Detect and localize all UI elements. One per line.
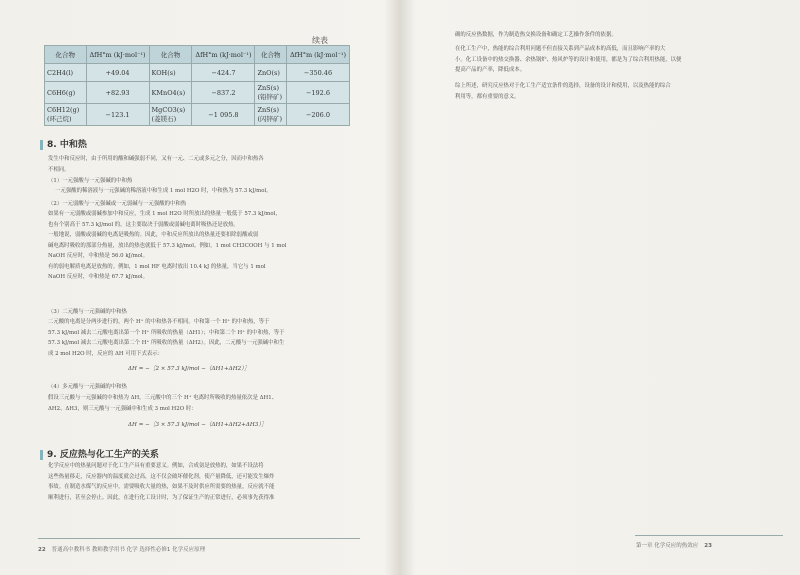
table-cell: ZnS(s)(铅锌矿) <box>255 82 287 104</box>
section-8-title <box>40 137 87 150</box>
table-cell: −192.6 <box>287 82 350 104</box>
text-line: 碱电离时吸收的那部分热量，放出的热也就低于 57.3 kJ/mol。例如，1 mol CH3COOH 与 1 mol <box>48 242 287 249</box>
table-cell: ZnO(s) <box>255 64 287 82</box>
book-title: 普通高中教科书 教师教学用书 化学 选择性必修1 化学反应原理 <box>51 547 206 553</box>
table-header: 化合物 <box>149 46 192 64</box>
section-8-title-text: 8. 中和热 <box>47 140 87 150</box>
section-marker <box>40 140 43 150</box>
text-line: 一元强酸的稀溶液与一元强碱的稀溶液中和生成 1 mol H2O 时，中和热为 57.3 kJ/mol。 <box>55 188 272 194</box>
text-line: 顺利进行，甚至会停止。因此，在进行化工设计时，为了保证生产的正常进行，必须事先获得准 <box>48 494 275 501</box>
table-header-row <box>45 46 350 64</box>
text-line: 确的反应热数据，作为制造热交换设备和确定工艺操作条件的依据。 <box>455 32 617 38</box>
table-header: 化合物 <box>45 46 87 64</box>
right-paragraph-1 <box>455 30 785 41</box>
continued-table-label: 续表 <box>312 36 328 45</box>
table-row <box>45 82 350 104</box>
text-line: 小。化工设备中的热交换器、余热锅炉、热风炉等的设计和使用，都是为了综合利用热能，以便 <box>455 56 682 63</box>
right-page <box>405 0 800 575</box>
table-cell: C6H12(g)(环己烷) <box>45 104 87 126</box>
sub1-text <box>55 186 360 197</box>
table-cell: −1 095.8 <box>192 104 255 126</box>
section-8-intro <box>48 154 360 175</box>
subheading-1: （1）一元强酸与一元强碱的中和热 <box>48 178 133 184</box>
table-cell: −424.7 <box>192 64 255 82</box>
sub2-text <box>48 209 360 283</box>
table-header: ΔfH°m (kJ·mol⁻¹) <box>287 46 350 64</box>
text-line: 如果有一元弱酸或弱碱参加中和反应，生成 1 mol H2O 时所放出的热量一般低于 57.3 kJ/mol， <box>48 211 281 217</box>
text-line: 发生中和反应时，由于所用的酸和碱强弱不同，又有一元、二元或多元之分，因而中和热各 <box>48 156 264 162</box>
sub4-text <box>48 393 360 414</box>
sub3-text <box>48 317 360 359</box>
table-header: ΔfH°m (kJ·mol⁻¹) <box>192 46 255 64</box>
table-cell: ZnS(s)(闪锌矿) <box>255 104 287 126</box>
table-row <box>45 104 350 126</box>
text-line: 成 2 mol H2O 时，反应的 ΔH 可用下式表示： <box>48 350 164 357</box>
text-line: 化学反应中的热量问题对于化工生产具有重要意义。例如，合成氨是放热的，如果不设法将 <box>48 463 264 469</box>
table-cell: −206.0 <box>287 104 350 126</box>
table-cell: +82.93 <box>86 82 149 104</box>
subheading-3: （3）二元酸与一元强碱的中和热 <box>48 309 127 315</box>
text-line: 57.3 kJ/mol 减去二元酸电离出第一个 H⁺ 所吸收的热量（ΔH1）；中和第二个 H⁺ 的中和热，等于 <box>48 329 285 336</box>
section-marker <box>40 450 43 460</box>
text-line: 57.3 kJ/mol 减去二元酸电离出第二个 H⁺ 所吸收的热量（ΔH2）。因此，二元酸与一元强碱中和生 <box>48 340 285 346</box>
text-line: 假设三元酸与一元强碱的中和热为 ΔH，三元酸中的三个 H⁺ 电离时所吸收的热量依次是 ΔH1、 <box>48 395 278 401</box>
enthalpy-table <box>44 45 350 126</box>
table-cell: +49.04 <box>86 64 149 82</box>
section-9-title <box>40 447 159 460</box>
table-cell: −350.46 <box>287 64 350 82</box>
text-line: 也有个别高于 57.3 kJ/mol 的。这主要取决于弱酸或弱碱电离时吸热还是放热。 <box>48 221 239 228</box>
left-footer <box>38 545 205 553</box>
text-line: 在化工生产中，热能的综合利用问题不但直接关系到产品成本的高低，而且影响产率的大 <box>455 46 666 52</box>
subheading-2: （2）一元弱酸与一元强碱或一元弱碱与一元强酸的中和热 <box>48 201 187 207</box>
table-row <box>45 64 350 82</box>
text-line: 一般地说，弱酸或弱碱的电离是吸热的。因此，中和反应所放出的热量还要扣除弱酸或弱 <box>48 232 259 238</box>
page-number: 22 <box>38 547 46 553</box>
subheading-4: （4）多元酸与一元强碱的中和热 <box>48 384 127 390</box>
text-line: 有的弱电解质电离是放热的。例如，1 mol HF 电离时放出 10.4 kJ 的热量，当它与 1 mol <box>48 263 266 270</box>
section-9-title-text: 9. 反应热与化工生产的关系 <box>47 450 159 460</box>
text-line: 综上所述，研究反应热对于化工生产适宜条件的选择，设备的设计和使用，以及热能的综合 <box>455 83 671 89</box>
text-line: 这些热量移走，反应器内的温度就会过高，这不仅会破坏催化剂，使产量降低，还可能发生爆炸 <box>48 473 275 480</box>
table-header: 化合物 <box>255 46 287 64</box>
table-cell: C6H6(g) <box>45 82 87 104</box>
text-line: NaOH 反应时，中和热是 67.7 kJ/mol。 <box>48 274 149 280</box>
table-cell: −837.2 <box>192 82 255 104</box>
table-cell: MgCO3(s)(菱镁石) <box>149 104 192 126</box>
right-footer <box>636 541 712 549</box>
text-line: 利用等，都有重要的意义。 <box>455 93 520 100</box>
page-number: 23 <box>704 543 712 549</box>
table-cell: C2H4(l) <box>45 64 87 82</box>
text-line: 二元酸的电离是分两步进行的，两个 H⁺ 的中和热各不相同。中和第一个 H⁺ 的中和热，等于 <box>48 319 270 325</box>
text-line: ΔH2、ΔH3，则三元酸与一元强碱中和生成 3 mol H2O 时： <box>48 405 197 412</box>
table-cell: −123.1 <box>86 104 149 126</box>
equation-2: ΔH = −［3 × 57.3 kJ/mol −（ΔH1+ΔH2+ΔH3）］ <box>128 422 267 428</box>
table-cell: KMnO4(s) <box>149 82 192 104</box>
text-line: 提高产品的产率，降低成本。 <box>455 67 526 73</box>
footer-rule <box>635 535 783 536</box>
right-paragraph-3 <box>455 81 785 102</box>
table-cell: KOH(s) <box>149 64 192 82</box>
section-9-text <box>48 461 360 503</box>
right-paragraph-2 <box>455 44 785 76</box>
footer-rule <box>38 538 360 539</box>
chapter-title: 第一章 化学反应的热效应 <box>636 543 699 549</box>
table-header: ΔfH°m (kJ·mol⁻¹) <box>86 46 149 64</box>
text-line: 事故。在制造水煤气的反应中，需要吸收大量的热，如果不及时供应所需要的热量，反应就不能 <box>48 484 275 490</box>
text-line: 不相同。 <box>48 166 70 173</box>
text-line: NaOH 反应时，中和热是 56.0 kJ/mol。 <box>48 253 149 259</box>
equation-1: ΔH = −［2 × 57.3 kJ/mol −（ΔH1+ΔH2）］ <box>128 366 250 372</box>
